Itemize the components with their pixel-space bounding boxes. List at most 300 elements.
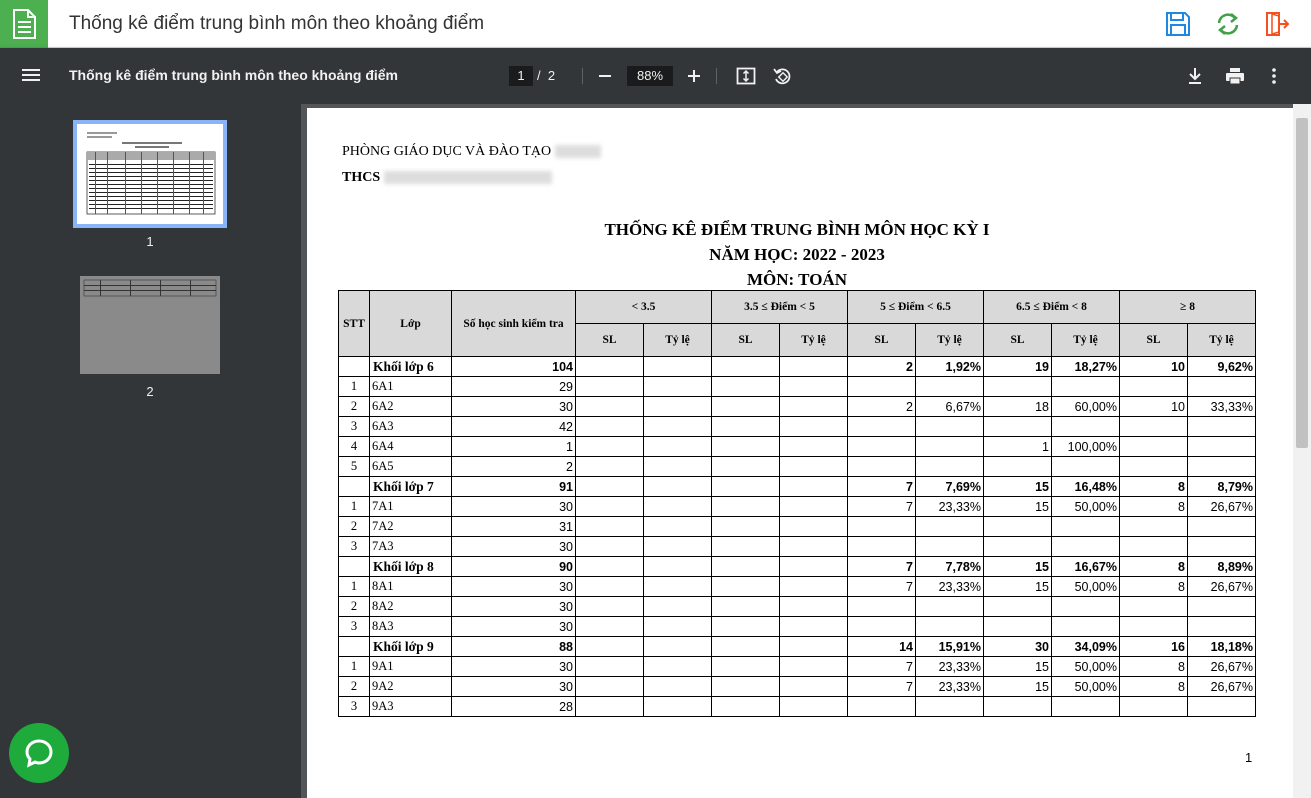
table-cell: 7,69% [916,477,984,497]
download-icon[interactable] [1183,64,1207,88]
table-cell: 3 [339,417,370,437]
header-sl: SL [984,324,1052,357]
table-row [339,597,1256,617]
table-cell: 8,79% [1188,477,1256,497]
table-cell [576,657,644,677]
table-cell [984,537,1052,557]
table-cell: 3 [339,537,370,557]
table-cell: 14 [848,637,916,657]
table-cell: 34,09% [1052,637,1120,657]
table-cell: 10 [1120,357,1188,377]
table-cell: 50,00% [1052,577,1120,597]
table-cell: 2 [339,397,370,417]
table-cell [848,377,916,397]
table-cell: 8,89% [1188,557,1256,577]
table-cell [644,477,712,497]
table-cell: 7 [848,497,916,517]
document-area[interactable] [301,104,1293,798]
grade-group-row [339,477,1256,497]
table-cell: 15 [984,497,1052,517]
table-row [339,377,1256,397]
header-tyle: Tỷ lệ [1052,324,1120,357]
table-cell: 15 [984,557,1052,577]
table-cell: 18,18% [1188,637,1256,657]
toolbar-divider [582,68,583,84]
pdf-toolbar [0,48,1311,104]
table-cell [780,677,848,697]
table-cell: 30 [452,677,576,697]
table-cell: 7A3 [370,537,452,557]
table-cell: 16,48% [1052,477,1120,497]
table-cell: 88 [452,637,576,657]
more-options-icon[interactable] [1262,64,1286,88]
table-cell [576,597,644,617]
table-cell [644,577,712,597]
header-sl: SL [1120,324,1188,357]
page-separator: / [537,68,541,83]
table-row [339,657,1256,677]
table-cell [1120,517,1188,537]
table-cell [712,397,780,417]
table-cell [576,417,644,437]
table-cell [644,497,712,517]
page-number-input[interactable]: 1 [509,66,533,86]
table-cell [644,437,712,457]
header-tyle: Tỷ lệ [644,324,712,357]
redacted-text [555,145,601,158]
table-cell [848,617,916,637]
table-cell [780,657,848,677]
exit-icon[interactable] [1263,10,1291,38]
table-cell: 100,00% [1052,437,1120,457]
table-cell [1120,537,1188,557]
table-cell: 50,00% [1052,677,1120,697]
table-cell: 3 [339,697,370,717]
table-cell [848,457,916,477]
table-cell [1120,377,1188,397]
table-cell: 8 [1120,577,1188,597]
table-cell: 8 [1120,657,1188,677]
table-cell [576,437,644,457]
table-cell [780,697,848,717]
header-tyle: Tỷ lệ [1188,324,1256,357]
scrollbar-thumb[interactable] [1296,118,1308,448]
vertical-scrollbar[interactable] [1293,104,1311,798]
table-cell: 1 [339,657,370,677]
thumbnail-page-1[interactable] [77,124,223,249]
page-count [537,68,555,83]
table-cell [916,457,984,477]
table-row [339,437,1256,457]
zoom-out-icon[interactable] [593,64,617,88]
table-cell: 15 [984,657,1052,677]
table-cell [780,477,848,497]
table-cell: 26,67% [1188,657,1256,677]
table-cell: 7 [848,577,916,597]
table-cell: 42 [452,417,576,437]
document-icon [0,0,48,48]
rotate-icon[interactable] [770,64,794,88]
table-cell: 6,67% [916,397,984,417]
table-cell [712,457,780,477]
table-cell [644,537,712,557]
table-cell [780,517,848,537]
thumbnail-page-2[interactable] [77,276,223,399]
table-cell: 8A3 [370,617,452,637]
table-cell: 91 [452,477,576,497]
table-cell [576,557,644,577]
table-row [339,697,1256,717]
table-cell [644,557,712,577]
table-cell [848,417,916,437]
table-cell [644,377,712,397]
table-cell [780,357,848,377]
table-cell [916,617,984,637]
table-cell [712,577,780,597]
table-cell [984,597,1052,617]
table-cell [712,437,780,457]
pdf-page [307,108,1293,798]
header-sl: SL [848,324,916,357]
total-pages: 2 [547,68,556,83]
table-cell [644,357,712,377]
table-cell [984,697,1052,717]
thumbnail-label: 1 [146,234,154,249]
table-cell: 15,91% [916,637,984,657]
table-cell: 23,33% [916,657,984,677]
table-cell [780,397,848,417]
header-tyle: Tỷ lệ [780,324,848,357]
table-cell: 30 [452,617,576,637]
table-cell [916,697,984,717]
table-cell [780,437,848,457]
table-cell [576,497,644,517]
table-cell [712,637,780,657]
table-cell: 9A1 [370,657,452,677]
table-cell [780,617,848,637]
table-cell: 1 [984,437,1052,457]
table-cell: 3 [339,617,370,637]
table-cell: 2 [339,677,370,697]
table-cell [1052,697,1120,717]
table-cell [1188,617,1256,637]
table-cell: 16 [1120,637,1188,657]
table-cell: 4 [339,437,370,457]
table-cell [339,477,370,497]
fit-page-icon[interactable] [734,64,758,88]
table-cell: 8 [1120,677,1188,697]
table-cell [848,437,916,457]
table-cell: 7 [848,477,916,497]
table-cell [1052,417,1120,437]
table-cell: 1 [339,377,370,397]
table-cell: 1,92% [916,357,984,377]
table-cell: 8A1 [370,577,452,597]
table-cell [848,597,916,617]
table-cell [916,377,984,397]
table-cell: 6A5 [370,457,452,477]
table-cell [1188,537,1256,557]
table-cell: 7A1 [370,497,452,517]
table-cell [1052,457,1120,477]
table-cell: 26,67% [1188,497,1256,517]
table-cell [848,697,916,717]
subject-title: MÔN: TOÁN [747,270,847,289]
table-cell: 6A4 [370,437,452,457]
table-cell [339,637,370,657]
table-cell [984,457,1052,477]
table-cell [916,517,984,537]
table-cell [1120,697,1188,717]
table-cell [1188,457,1256,477]
table-cell [1052,377,1120,397]
table-cell [1188,697,1256,717]
statistics-table [338,290,1256,717]
table-cell: 29 [452,377,576,397]
table-cell: 9A3 [370,697,452,717]
app-title: Thống kê điểm trung bình môn theo khoảng điểm [69,13,485,34]
school-year: NĂM HỌC: 2022 - 2023 [709,245,885,264]
table-cell [848,517,916,537]
table-cell [1188,517,1256,537]
table-row [339,417,1256,437]
table-cell: 1 [339,497,370,517]
table-cell [916,537,984,557]
table-cell [712,557,780,577]
table-cell [916,417,984,437]
table-row [339,497,1256,517]
table-cell [1120,617,1188,637]
table-cell [644,417,712,437]
org-school: THCS [342,170,381,185]
table-cell: 90 [452,557,576,577]
table-cell [576,677,644,697]
table-cell [576,537,644,557]
table-cell [780,597,848,617]
table-cell [712,597,780,617]
table-cell: 18 [984,397,1052,417]
table-cell: 33,33% [1188,397,1256,417]
table-cell [576,577,644,597]
table-cell: Khối lớp 6 [370,357,452,377]
table-cell [984,417,1052,437]
table-cell [339,557,370,577]
report-title: THỐNG KÊ ĐIỂM TRUNG BÌNH MÔN HỌC KỲ I [604,220,990,239]
table-cell: 2 [339,597,370,617]
table-row [339,457,1256,477]
table-cell: 2 [452,457,576,477]
table-cell: 2 [848,397,916,417]
save-icon[interactable] [1164,10,1192,38]
header-student-count: Số học sinh kiểm tra [452,291,576,357]
table-cell: 8A2 [370,597,452,617]
table-cell [644,677,712,697]
table-row [339,397,1256,417]
table-cell [1120,437,1188,457]
table-cell [780,577,848,597]
header-range: 6.5 ≤ Điểm < 8 [984,291,1120,324]
header-range: 5 ≤ Điểm < 6.5 [848,291,984,324]
table-cell: 23,33% [916,677,984,697]
table-cell: 60,00% [1052,397,1120,417]
menu-icon[interactable] [22,66,48,86]
grade-group-row [339,557,1256,577]
header-sl: SL [712,324,780,357]
table-cell [712,497,780,517]
table-cell: 7,78% [916,557,984,577]
refresh-icon[interactable] [1214,10,1242,38]
table-cell: 15 [984,477,1052,497]
app-header [0,0,1311,48]
table-cell: 30 [452,597,576,617]
table-cell: 23,33% [916,497,984,517]
table-cell [576,697,644,717]
table-cell: 1 [452,437,576,457]
page-number: 1 [1245,750,1253,765]
table-cell [1052,537,1120,557]
table-row [339,577,1256,597]
table-cell [780,377,848,397]
table-cell [1120,597,1188,617]
table-cell [644,637,712,657]
table-cell [780,497,848,517]
grade-group-row [339,357,1256,377]
table-cell: 2 [848,357,916,377]
table-cell [644,617,712,637]
table-cell [780,417,848,437]
table-cell [1120,457,1188,477]
table-cell [780,457,848,477]
table-cell: 30 [452,397,576,417]
table-cell [576,637,644,657]
table-cell: 9,62% [1188,357,1256,377]
zoom-in-icon[interactable] [682,64,706,88]
table-cell [984,517,1052,537]
table-cell: 9A2 [370,677,452,697]
header-range: < 3.5 [576,291,712,324]
table-cell [1188,597,1256,617]
table-cell [644,657,712,677]
header-class: Lớp [370,291,452,357]
table-cell: 8 [1120,477,1188,497]
table-cell [644,457,712,477]
table-cell: 50,00% [1052,497,1120,517]
table-cell: 6A1 [370,377,452,397]
table-cell: 30 [452,577,576,597]
table-cell: 2 [339,517,370,537]
table-cell: 8 [1120,497,1188,517]
table-cell [644,517,712,537]
org-department: PHÒNG GIÁO DỤC VÀ ĐÀO TẠO [342,144,552,159]
table-cell [576,477,644,497]
table-cell: 7 [848,557,916,577]
table-cell [644,597,712,617]
table-cell: Khối lớp 9 [370,637,452,657]
thumbnail-image [80,276,220,374]
table-cell [644,697,712,717]
table-cell: 19 [984,357,1052,377]
table-cell: 15 [984,577,1052,597]
toolbar-divider [716,68,717,84]
table-cell [712,677,780,697]
header-stt: STT [339,291,370,357]
thumbnail-label: 2 [146,384,154,399]
table-cell [712,377,780,397]
table-cell: 18,27% [1052,357,1120,377]
table-cell [576,517,644,537]
header-range: 3.5 ≤ Điểm < 5 [712,291,848,324]
thumbnail-image [77,124,223,224]
table-cell [576,377,644,397]
table-row [339,537,1256,557]
table-cell [780,637,848,657]
table-cell [916,437,984,457]
table-cell: 6A2 [370,397,452,417]
table-cell [339,357,370,377]
table-cell: 30 [452,497,576,517]
table-cell [576,457,644,477]
table-cell [644,397,712,417]
table-row [339,617,1256,637]
table-cell [712,537,780,557]
table-cell: 23,33% [916,577,984,597]
table-cell: 30 [452,657,576,677]
thumbnail-sidebar [0,104,301,798]
table-cell [712,657,780,677]
table-cell: 16,67% [1052,557,1120,577]
print-icon[interactable] [1223,64,1247,88]
table-cell [984,377,1052,397]
table-cell: 7A2 [370,517,452,537]
header-range: ≥ 8 [1120,291,1256,324]
table-cell: 104 [452,357,576,377]
table-cell: 31 [452,517,576,537]
table-cell [1120,417,1188,437]
redacted-text [384,171,552,184]
table-cell [712,697,780,717]
table-cell: Khối lớp 8 [370,557,452,577]
table-cell: 7 [848,657,916,677]
table-cell: 15 [984,677,1052,697]
org-line-2 [342,170,552,186]
table-cell: 5 [339,457,370,477]
table-cell [712,617,780,637]
table-cell: Khối lớp 7 [370,477,452,497]
table-row [339,677,1256,697]
table-cell: 28 [452,697,576,717]
table-cell [1188,437,1256,457]
chat-icon[interactable] [9,723,69,783]
table-cell [712,477,780,497]
table-cell [712,357,780,377]
table-cell [984,617,1052,637]
table-cell: 8 [1120,557,1188,577]
table-cell: 30 [452,537,576,557]
table-cell [712,517,780,537]
org-line-1 [342,144,601,160]
table-cell: 26,67% [1188,577,1256,597]
pdf-viewer [0,48,1311,798]
table-cell [780,557,848,577]
table-cell: 1 [339,577,370,597]
zoom-input[interactable]: 88% [627,66,673,86]
table-cell [1188,417,1256,437]
table-cell [712,417,780,437]
table-cell: 6A3 [370,417,452,437]
table-cell [576,357,644,377]
grade-group-row [339,637,1256,657]
table-cell [780,537,848,557]
